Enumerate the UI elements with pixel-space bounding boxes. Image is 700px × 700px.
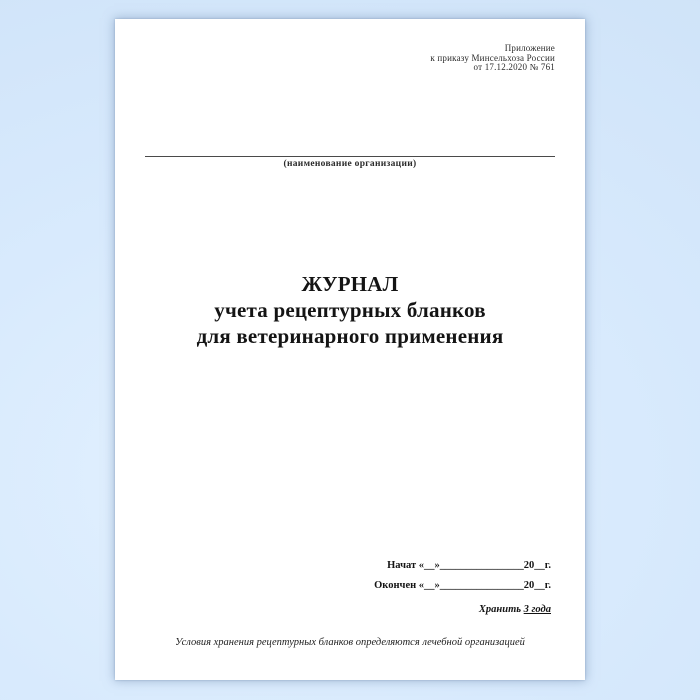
document-title [115,271,585,349]
retention-label: Хранить [478,604,522,615]
appendix-note [430,44,555,73]
journal-cover-page [115,19,585,680]
organization-name-blank-line [145,156,555,157]
started-date-line: Начат «__»________________20__г. [387,560,551,571]
organization-name-caption: (наименование организации) [283,159,417,169]
organization-name-block [145,156,555,169]
appendix-note-line-2: к приказу Минсельхоза России [430,52,555,63]
finished-date-line: Окончен «__»________________20__г. [374,580,551,591]
document-title-line-2: учета рецептурных бланков [214,298,486,322]
dates-block [374,559,551,616]
document-title-line-1: ЖУРНАЛ [301,272,399,296]
document-title-line-3: для ветеринарного применения [196,324,504,348]
retention-line [374,603,551,616]
appendix-note-line-1: Приложение [504,43,555,53]
storage-conditions-note: Условия хранения рецептурных бланков определяются лечебной организацией [175,637,525,648]
appendix-note-line-3: от 17.12.2020 № 761 [473,62,555,72]
retention-term: 3 года [523,604,551,615]
